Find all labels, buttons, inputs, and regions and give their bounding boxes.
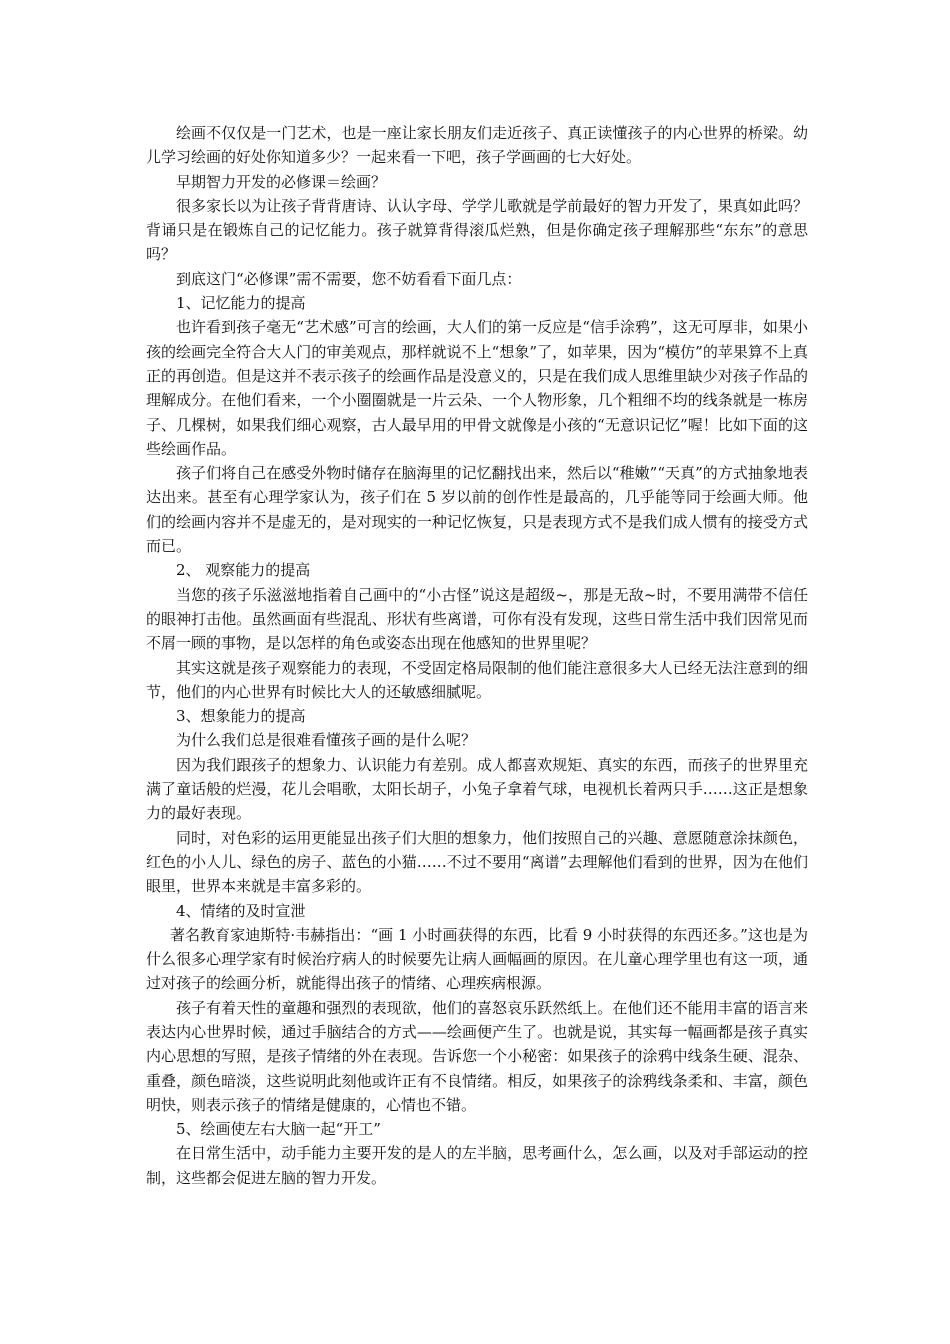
document-body [146, 121, 808, 1190]
body-paragraph: 其实这就是孩子观察能力的表现，不受固定格局限制的他们能注意很多大人已经无法注意到的细节，他们的内心世界有时候比大人的还敏感细腻呢。 [146, 658, 808, 701]
body-paragraph: 也许看到孩子毫无“艺术感”可言的绘画，大人们的第一反应是“信手涂鸦”，这无可厚非，如果小孩的绘画完全符合大人门的审美观点，那样就说不上“想象”了，如苹果，因为“模仿”的苹果算不上真正的再创造。但是这并不表示孩子的绘画作品是没意义的，只是在我们成人思维里缺少对孩子作品的理解成分。在他们看来，一个小圈圈就是一片云朵、一个人物形象，几个粗细不均的线条就是一栋房子、几棵树，如果我们细心观察，古人最早用的甲骨文就像是小孩的“无意识记忆”喔！比如下面的这些绘画作品。 [146, 318, 808, 458]
section-heading-observation: 2、 观察能力的提高 [176, 561, 311, 580]
body-paragraph: 孩子有着天性的童趣和强烈的表现欲，他们的喜怒哀乐跃然纸上。在他们还不能用丰富的语言来表达内心世界时候，通过手脑结合的方式——绘画便产生了。也就是说，其实每一幅画都是孩子真实内心思想的写照，是孩子情绪的外在表现。告诉您一个小秘密：如果孩子的涂鸦中线条生硬、混杂、重叠，颜色暗淡，这些说明此刻他或许正有不良情绪。相反，如果孩子的涂鸦线条柔和、丰富，颜色明快，则表示孩子的情绪是健康的，心情也不错。 [146, 998, 808, 1114]
section-heading-brain: 5、绘画使左右大脑一起“开工” [176, 1120, 381, 1139]
section-heading-memory: 1、记忆能力的提高 [176, 294, 306, 313]
body-paragraph: 孩子们将自己在感受外物时储存在脑海里的记忆翻找出来，然后以“稚嫩”“天真”的方式抽象地表达出来。甚至有心理学家认为，孩子们在 5 岁以前的创作性是最高的，几乎能等同于绘画大师。他们的绘画内容并不是虚无的，是对现实的一种记忆恢复，只是表现方式不是我们成人惯有的接受方式而已。 [146, 464, 808, 556]
body-paragraph: 当您的孩子乐滋滋地指着自己画中的“小古怪”说这是超级~，那是无敌~时，不要用满带不信任的眼神打击他。虽然画面有些混乱、形状有些离谱，可你有没有发现，这些日常生活中我们因常见而不屑一顾的事物，是以怎样的角色或姿态出现在他感知的世界里呢？ [146, 585, 808, 653]
body-paragraph: 很多家长以为让孩子背背唐诗、认认字母、学学儿歌就是学前最好的智力开发了，果真如此吗？背诵只是在锻炼自己的记忆能力。孩子就算背得滚瓜烂熟，但是你确定孩子理解那些“东东”的意思吗？ [146, 196, 808, 264]
body-paragraph: 到底这门“必修课”需不需要，您不妨看看下面几点： [176, 269, 522, 288]
body-paragraph: 在日常生活中，动手能力主要开发的是人的左半脑，思考画什么，怎么画，以及对手部运动的控制，这些都会促进左脑的智力开发。 [146, 1144, 808, 1187]
section-heading-imagination: 3、想象能力的提高 [176, 707, 306, 726]
intro-paragraph: 绘画不仅仅是一门艺术，也是一座让家长朋友们走近孩子、真正读懂孩子的内心世界的桥梁。幼儿学习绘画的好处你知道多少？一起来看一下吧，孩子学画画的七大好处。 [146, 124, 808, 167]
body-paragraph: 为什么我们总是很难看懂孩子画的是什么呢？ [176, 731, 477, 750]
body-paragraph: 同时，对色彩的运用更能显出孩子们大胆的想象力，他们按照自己的兴趣、意愿随意涂抹颜色，红色的小人儿、绿色的房子、蓝色的小猫……不过不要用“离谱”去理解他们看到的世界，因为在他们眼里，世界本来就是丰富多彩的。 [146, 828, 808, 896]
section-heading-intro: 早期智力开发的必修课＝绘画？ [176, 172, 387, 191]
body-paragraph: 著名教育家迪斯特·韦赫指出：“画 1 小时画获得的东西，比看 9 小时获得的东西还多。”这也是为什么很多心理学家有时候治疗病人的时候要先让病人画幅画的原因。在儿童心理学里也有这一项，通过对孩子的绘画分析，就能得出孩子的情绪、心理疾病根源。 [146, 925, 808, 993]
body-paragraph: 因为我们跟孩子的想象力、认识能力有差别。成人都喜欢规矩、真实的东西，而孩子的世界里充满了童话般的烂漫，花儿会唱歌，太阳长胡子，小兔子拿着气球，电视机长着两只手……这正是想象力的最好表现。 [146, 755, 808, 823]
section-heading-emotion: 4、情绪的及时宣泄 [176, 901, 306, 920]
